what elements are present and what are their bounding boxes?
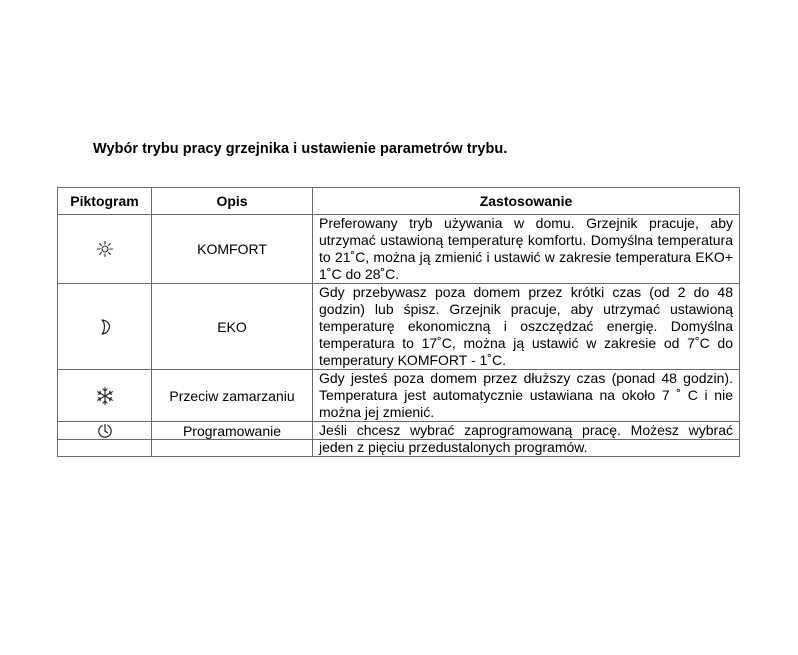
snowflake-icon: [95, 386, 115, 406]
mode-description: jeden z pięciu przedustalonych programów.: [313, 440, 740, 457]
modes-table: [57, 187, 740, 457]
mode-description: Preferowany tryb używania w domu. Grzejnik pracuje, aby utrzymać ustawioną temperaturę komfortu. Domyślna temperatura to 21˚C, można ją zmienić i ustawić w zakresie temperatura EKO+ 1˚C do 28˚C.: [313, 215, 740, 284]
clock-icon: [97, 423, 113, 439]
table-header-row: [58, 188, 740, 215]
column-header-opis: Opis: [152, 188, 313, 215]
table-row-programowanie: [58, 422, 740, 440]
mode-description: Gdy jesteś poza domem przez dłuższy czas (ponad 48 godzin). Temperatura jest automatycznie ustawiana na około 7 ˚ C i nie można jej zmienić.: [313, 370, 740, 422]
column-header-piktogram: Piktogram: [58, 188, 152, 215]
pictogram-cell: [58, 370, 152, 422]
mode-description: Jeśli chcesz wybrać zaprogramowaną pracę. Możesz wybrać: [313, 422, 740, 440]
sun-icon: [96, 240, 114, 258]
mode-name: EKO: [152, 284, 313, 370]
pictogram-cell: [58, 284, 152, 370]
mode-name: [152, 440, 313, 457]
mode-name: KOMFORT: [152, 215, 313, 284]
table-row-przeciw-zamarzaniu: [58, 370, 740, 422]
mode-name: Przeciw zamarzaniu: [152, 370, 313, 422]
table-row-komfort: [58, 215, 740, 284]
table-row-eko: [58, 284, 740, 370]
pictogram-cell: [58, 440, 152, 457]
mode-name: Programowanie: [152, 422, 313, 440]
column-header-zastosowanie: Zastosowanie: [313, 188, 740, 215]
table-row-continuation: [58, 440, 740, 457]
moon-icon: [98, 318, 112, 336]
pictogram-cell: [58, 215, 152, 284]
pictogram-cell: [58, 422, 152, 440]
page-heading: Wybór trybu pracy grzejnika i ustawienie parametrów trybu.: [93, 141, 508, 157]
mode-description: Gdy przebywasz poza domem przez krótki czas (od 2 do 48 godzin) lub śpisz. Grzejnik pracuje, aby utrzymać ustawioną temperaturę ekonomiczną i oszczędzać energię. Domyślna temperatura to 17˚C, można ją ustawić w zakresie od 7˚C do temperatury KOMFORT - 1˚C.: [313, 284, 740, 370]
